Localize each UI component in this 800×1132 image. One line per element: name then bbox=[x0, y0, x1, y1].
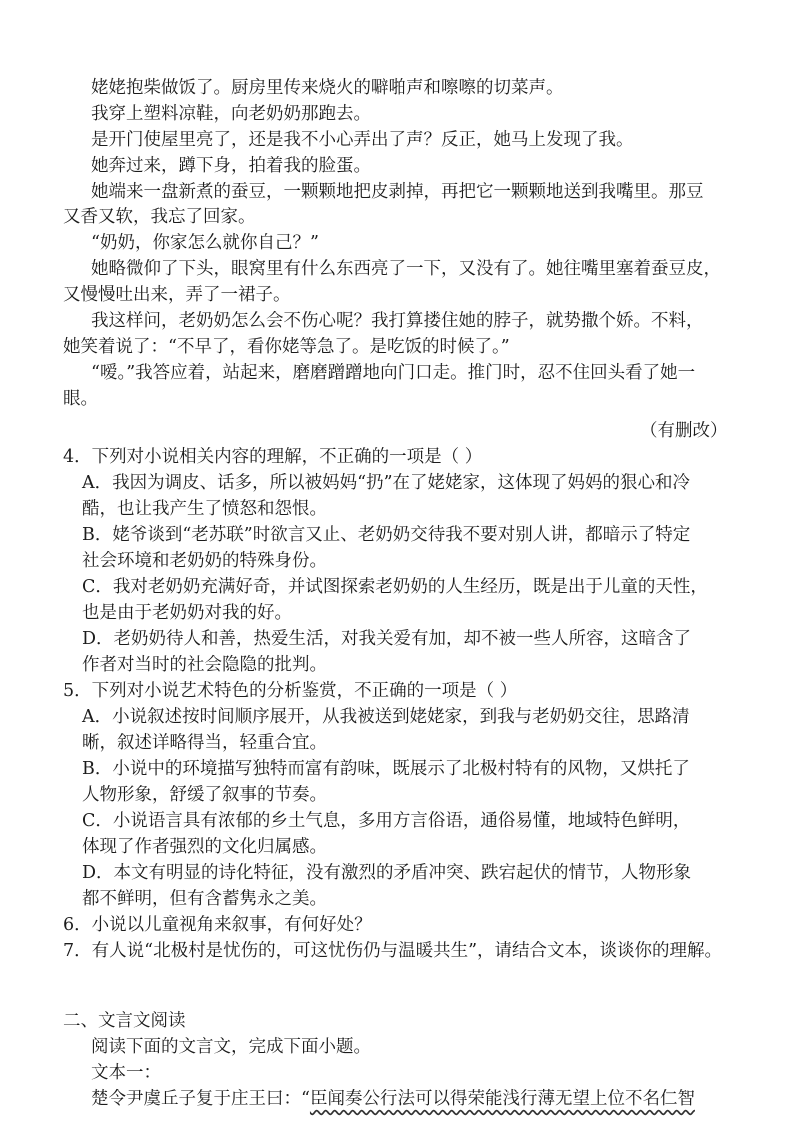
story-line: 眼。 bbox=[63, 389, 98, 409]
question-4-option: 也是由于老奶奶对我的好。 bbox=[82, 603, 292, 623]
question-5-option: 体现了作者强烈的文化归属感。 bbox=[82, 837, 327, 857]
question-5-option: D．本文有明显的诗化特征，没有激烈的矛盾冲突、跌宕起伏的情节，人物形象 bbox=[82, 863, 692, 883]
story-line: 是开门使屋里亮了，还是我不小心弄出了声？反正，她马上发现了我。 bbox=[91, 130, 634, 150]
question-4-option: A．我因为调皮、话多，所以被妈妈“扔”在了姥姥家，这体现了妈妈的狠心和冷 bbox=[82, 473, 691, 493]
classical-text-start: 楚令尹虞丘子复于庄王曰：“ bbox=[91, 1089, 310, 1109]
text-label: 文本一： bbox=[91, 1063, 161, 1083]
story-line: 我这样问，老奶奶怎么会不伤心呢？我打算搂住她的脖子，就势撒个娇。不料， bbox=[91, 311, 704, 331]
story-line: 又慢慢吐出来，弄了一裙子。 bbox=[63, 285, 291, 305]
story-line: 我穿上塑料凉鞋，向老奶奶那跑去。 bbox=[91, 104, 371, 124]
question-4-stem: 4．下列对小说相关内容的理解，不正确的一项是（ ） bbox=[63, 447, 483, 467]
story-line: 她端来一盘新煮的蚕豆，一颗颗地把皮剥掉，再把它一颗颗地送到我嘴里。那豆 bbox=[91, 182, 704, 202]
question-5-option: 晰，叙述详略得当，轻重合宜。 bbox=[82, 733, 327, 753]
story-line: “嗳。”我答应着，站起来，磨磨蹭蹭地向门口走。推门时，忍不住回头看了她一 bbox=[91, 363, 696, 383]
question-4-option: D．老奶奶待人和善，热爱生活，对我关爱有加，却不被一些人所容，这暗含了 bbox=[82, 629, 692, 649]
question-7: 7．有人说“北极村是忧伤的，可这忧伤仍与温暖共生”，请结合文本，谈谈你的理解。 bbox=[63, 941, 723, 961]
question-5-option: B．小说中的环境描写独特而富有韵味，既展示了北极村特有的风物，又烘托了 bbox=[82, 759, 690, 779]
section-heading: 二、文言文阅读 bbox=[63, 1011, 186, 1031]
story-line: 她略微仰了下头，眼窝里有什么东西亮了一下，又没有了。她往嘴里塞着蚕豆皮， bbox=[91, 259, 721, 279]
question-5-option: A．小说叙述按时间顺序展开，从我被送到姥姥家，到我与老奶奶交往，思路清 bbox=[82, 707, 690, 727]
story-line: 姥姥抱柴做饭了。厨房里传来烧火的噼啪声和嚓嚓的切菜声。 bbox=[91, 78, 564, 98]
question-5-option: 人物形象，舒缓了叙事的节奏。 bbox=[82, 785, 327, 805]
classical-text-line bbox=[91, 1087, 695, 1111]
question-4-option: 社会环境和老奶奶的特殊身份。 bbox=[82, 551, 327, 571]
story-line: 她奔过来，蹲下身，拍着我的脸蛋。 bbox=[91, 156, 371, 176]
question-5-option: 都不鲜明，但有含蓄隽永之美。 bbox=[82, 889, 327, 909]
story-line: “奶奶，你家怎么就你自己？” bbox=[91, 233, 319, 253]
classical-text-underlined: 臣闻奏公行法可以得荣能浅行薄无望上位不名仁智 bbox=[309, 1089, 695, 1109]
question-4-option: C．我对老奶奶充满好奇，并试图探索老奶奶的人生经历，既是出于儿童的天性， bbox=[82, 577, 708, 597]
question-4-option: 酷，也让我产生了愤怒和怨恨。 bbox=[82, 499, 327, 519]
question-5-option: C．小说语言具有浓郁的乡土气息，多用方言俗语，通俗易懂，地域特色鲜明， bbox=[82, 811, 691, 831]
story-line: 又香又软，我忘了回家。 bbox=[63, 207, 256, 227]
section-instruction: 阅读下面的文言文，完成下面小题。 bbox=[91, 1037, 371, 1057]
question-4-option: 作者对当时的社会隐隐的批判。 bbox=[82, 655, 327, 675]
question-6: 6．小说以儿童视角来叙事，有何好处？ bbox=[63, 915, 372, 935]
question-4-option: B．姥爷谈到“老苏联”时欲言又止、老奶奶交待我不要对别人讲，都暗示了特定 bbox=[82, 525, 691, 545]
question-5-stem: 5．下列对小说艺术特色的分析鉴赏，不正确的一项是（ ） bbox=[63, 681, 518, 701]
revision-note: （有删改） bbox=[640, 421, 728, 441]
story-line: 她笑着说了：“不早了，看你姥等急了。是吃饭的时候了。” bbox=[63, 337, 510, 357]
